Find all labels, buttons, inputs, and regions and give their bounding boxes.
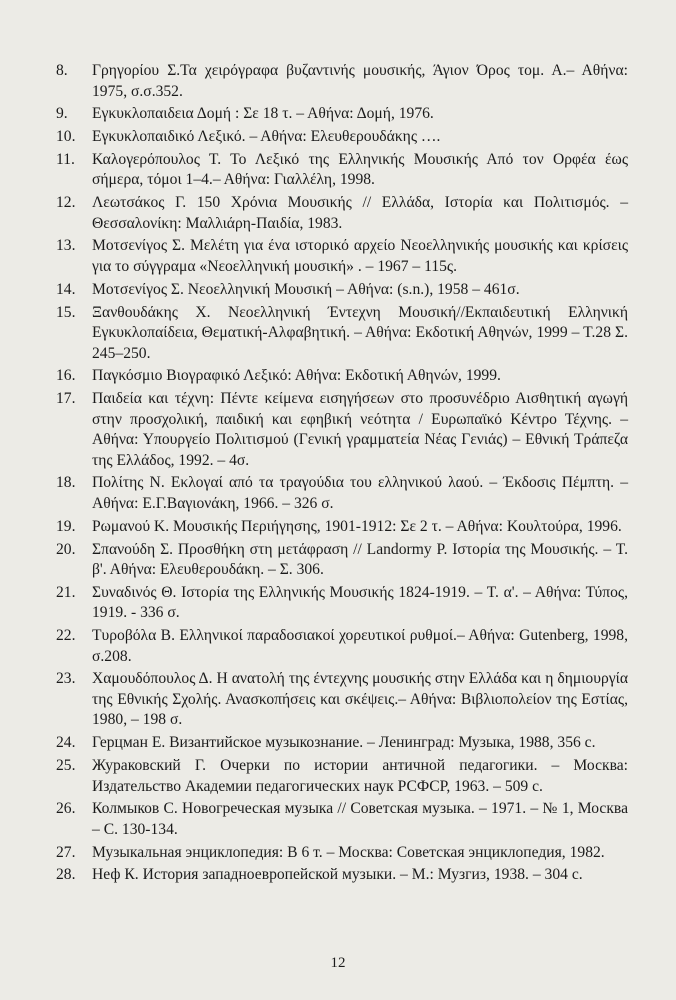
reference-number: 24.	[56, 734, 76, 752]
reference-number: 15.	[56, 303, 76, 321]
reference-number: 28.	[56, 866, 76, 884]
reference-number: 22.	[56, 627, 76, 645]
reference-item	[56, 104, 628, 125]
reference-number: 18.	[56, 474, 76, 492]
reference-number: 11.	[56, 150, 75, 168]
reference-item	[56, 583, 628, 624]
reference-item	[56, 669, 628, 731]
reference-number: 25.	[56, 757, 76, 775]
reference-number: 10.	[56, 128, 76, 146]
reference-text: Μοτσενίγος Σ. Μελέτη για ένα ιστορικό αρχείο Νεοελληνικής μουσικής και κρίσεις για το σύγγραμα «Νεοελληνική μουσική» . – 1967 – 115ς.	[92, 237, 628, 275]
reference-number: 21.	[56, 583, 76, 601]
reference-item	[56, 127, 628, 148]
reference-text: Жураковский Г. Очерки по истории античной педагогики. – Москва: Издательство Академии педагогических наук РСФСР, 1963. – 509 с.	[92, 757, 628, 795]
reference-number: 20.	[56, 540, 76, 558]
reference-text: Τυροβόλα Β. Ελληνικοί παραδοσιακοί χορευτικοί ρυθμοί.– Αθήνα: Gutenberg, 1998, σ.208.	[92, 627, 628, 665]
reference-text: Συναδινός Θ. Ιστορία της Ελληνικής Μουσικής 1824-1919. – Τ. α'. – Αθήνα: Τύπος, 1919. - 336 σ.	[92, 583, 628, 622]
reference-item	[56, 236, 628, 277]
reference-text: Καλογερόπουλος Τ. Το Λεξικό της Ελληνικής Μουσικής Από τον Ορφέα έως σήμερα, τόμοι 1–4.– Αθήνα: Γιαλλέλη, 1998.	[92, 150, 628, 189]
reference-text: Εγκυκλοπαιδικό Λεξικό. – Αθήνα: Ελευθερουδάκης ….	[92, 128, 441, 146]
reference-item	[56, 366, 628, 387]
reference-text: Герцман Е. Византийское музыкознание. – Ленинград: Музыка, 1988, 356 с.	[92, 734, 596, 752]
reference-number: 23.	[56, 670, 76, 688]
reference-item	[56, 799, 628, 840]
reference-item	[56, 193, 628, 234]
reference-text: Μοτσενίγος Σ. Νεοελληνική Μουσική – Αθήνα: (s.n.), 1958 – 461σ.	[92, 280, 520, 298]
reference-item	[56, 756, 628, 797]
reference-item	[56, 150, 628, 191]
reference-text: Ξανθουδάκης Χ. Νεοελληνική Έντεχνη Μουσική//Εκπαιδευτική Ελληνική Εγκυκλοπαίδεια, Θεματική-Αλφαβητική. – Αθήνα: Εκδοτική Αθηνών, 1999 – Τ.28 Σ. 245–250.	[92, 303, 628, 362]
reference-text: Εγκυκλοπαιδεια Δομή : Σε 18 τ. – Αθήνα: Δομή, 1976.	[92, 105, 434, 123]
reference-number: 16.	[56, 367, 76, 385]
reference-item	[56, 865, 628, 886]
page-number: 12	[330, 955, 346, 971]
reference-item	[56, 303, 628, 365]
reference-item	[56, 473, 628, 514]
bibliography-list	[56, 61, 628, 888]
reference-number: 12.	[56, 194, 76, 212]
reference-number: 19.	[56, 517, 76, 535]
reference-item	[56, 280, 628, 301]
reference-text: Λεωτσάκος Γ. 150 Χρόνια Μουσικής // Ελλάδα, Ιστορία και Πολιτισμός. – Θεσσαλονίκη: Μαλλιάρη-Παιδία, 1983.	[92, 194, 628, 232]
reference-item	[56, 843, 628, 864]
reference-item	[56, 540, 628, 581]
reference-number: 9.	[56, 105, 68, 123]
reference-number: 27.	[56, 843, 76, 861]
reference-number: 8.	[56, 62, 68, 79]
reference-item	[56, 517, 628, 538]
reference-text: Πολίτης Ν. Εκλογαί από τα τραγούδια του ελληνικού λαού. – Έκδοσις Πέμπτη. – Αθήνα: Ε.Γ.Βαγιονάκη, 1966. – 326 σ.	[92, 474, 628, 512]
reference-item	[56, 626, 628, 667]
reference-item	[56, 389, 628, 471]
reference-number: 17.	[56, 390, 76, 408]
reference-number: 14.	[56, 280, 76, 298]
reference-text: Παιδεία και τέχνη: Πέντε κείμενα εισηγήσεων στο προσυνέδριο Αισθητική αγωγή στην προσχολική, παιδική και εφηβική νεότητα / Ευρωπαϊκό Κέντρο Τέχνης. – Αθήνα: Υπουργείο Πολιτισμού (Γενική γραμματεία Νέας Γενιάς) – Εθνική Τράπεζα της Ελλάδος, 1992. – 4σ.	[92, 390, 628, 469]
reference-number: 13.	[56, 237, 76, 255]
reference-text: Παγκόσμιο Βιογραφικό Λεξικό: Αθήνα: Εκδοτική Αθηνών, 1999.	[92, 367, 501, 385]
reference-text: Χαμουδόπουλος Δ. Η ανατολή της έντεχνης μουσικής στην Ελλάδα και η δημιουργία της Εθνικής Σχολής. Ανασκοπήσεις και σκέψεις.– Αθήνα: Βιβλιοπολείον της Εστίας, 1980, – 198 σ.	[92, 670, 628, 729]
reference-item	[56, 61, 628, 102]
reference-text: Ρωμανού Κ. Μουσικής Περιήγησης, 1901-1912: Σε 2 τ. – Αθήνα: Κουλτούρα, 1996.	[92, 517, 622, 535]
reference-text: Музыкальная энциклопедия: В 6 т. – Москва: Советская энциклопедия, 1982.	[92, 843, 605, 861]
reference-text: Колмыков С. Новогреческая музыка // Советская музыка. – 1971. – № 1, Москва – С. 130-134.	[92, 800, 628, 838]
reference-text: Σπανούδη Σ. Προσθήκη στη μετάφραση // Landormy P. Ιστορία της Μουσικής. – Τ. β'. Αθήνα: Ελευθερουδάκη. – Σ. 306.	[92, 540, 628, 579]
reference-text: Неф К. История западноевропейской музыки. – М.: Музгиз, 1938. – 304 с.	[92, 866, 583, 884]
reference-text: Γρηγορίου Σ.Τα χειρόγραφα βυζαντινής μουσικής, Άγιον Όρος τομ. Α.– Αθήνα: 1975, σ.σ.352.	[92, 62, 628, 100]
reference-number: 26.	[56, 800, 76, 818]
reference-item	[56, 733, 628, 754]
